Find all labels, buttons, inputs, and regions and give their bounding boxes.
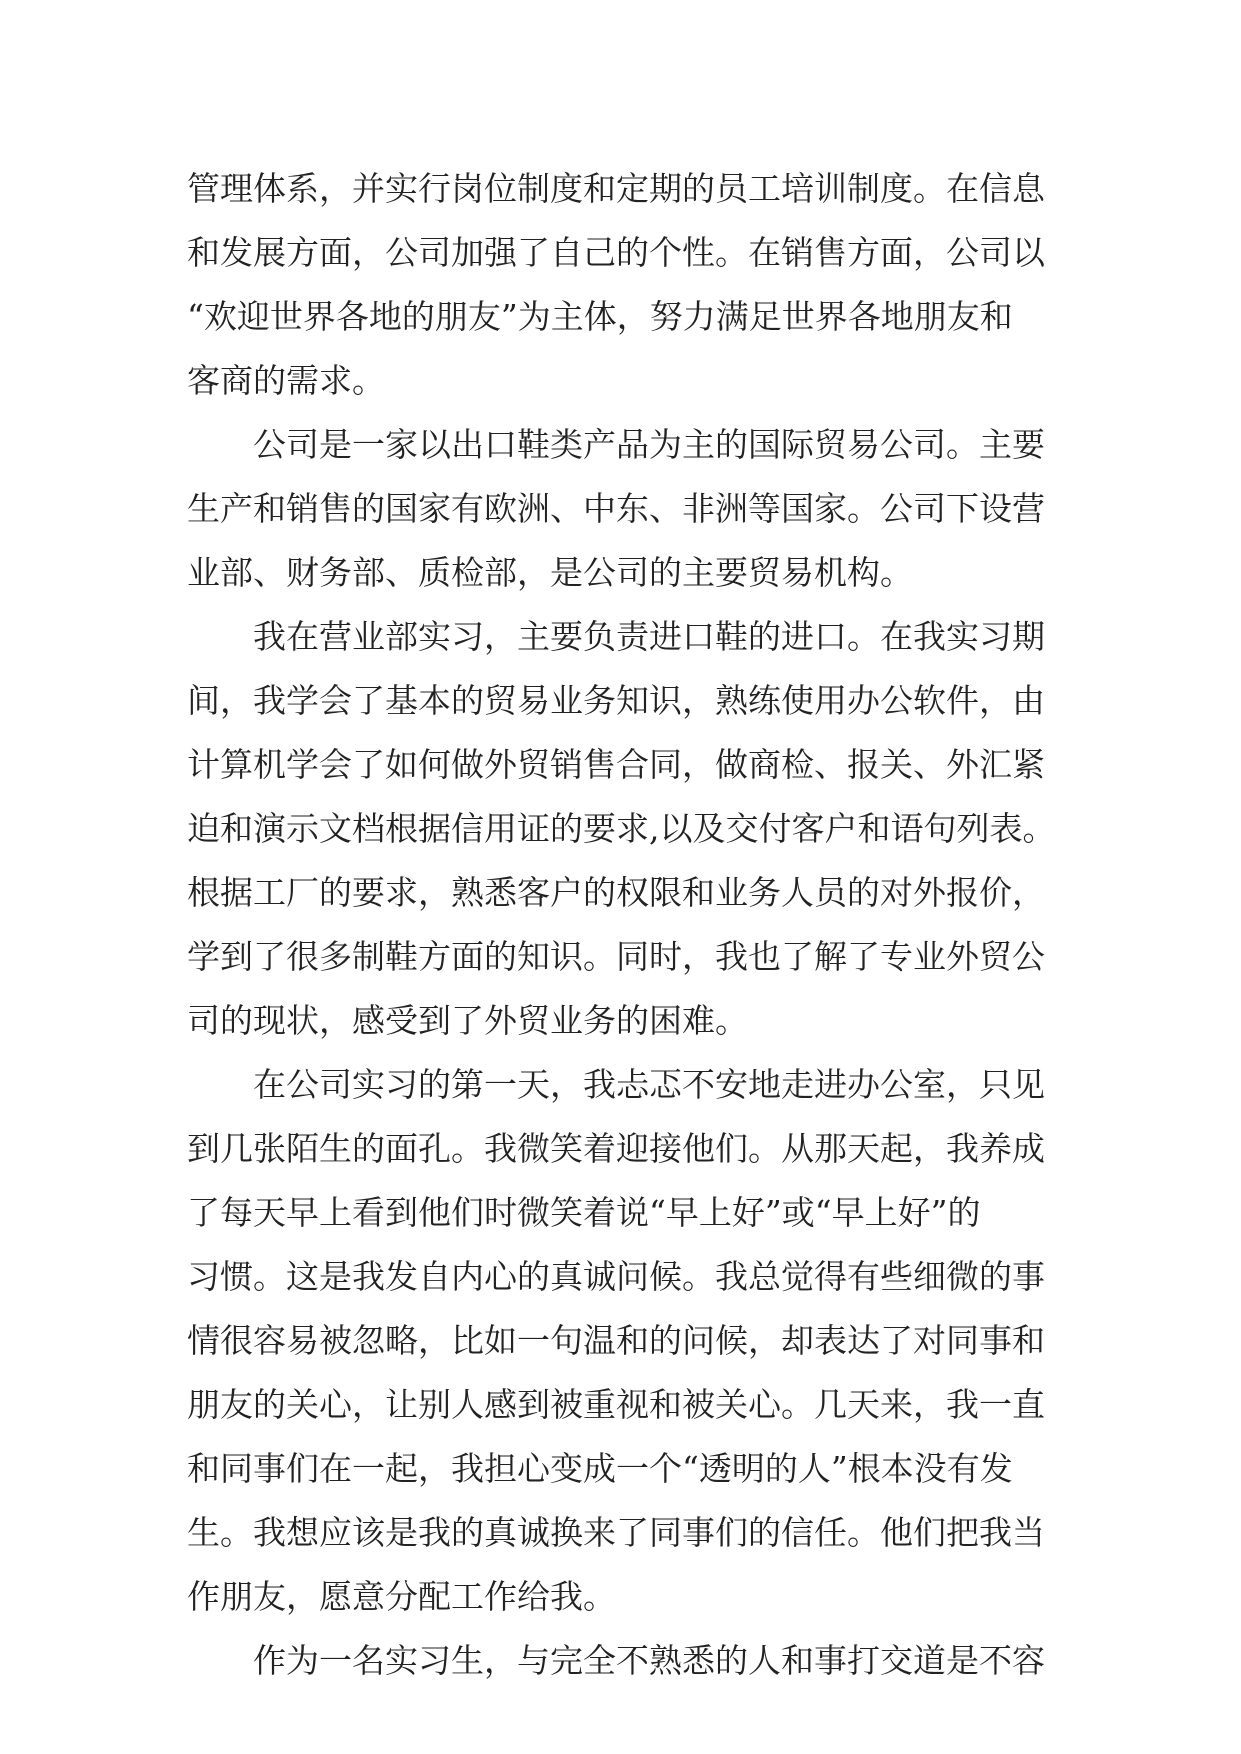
paragraph-4	[187, 1053, 1067, 1629]
text-line: 习惯。这是我发自内心的真诚问候。我总觉得有些细微的事	[187, 1257, 1045, 1296]
text-line: 间，我学会了基本的贸易业务知识，熟练使用办公软件，由	[187, 681, 1045, 720]
text-line: 公司是一家以出口鞋类产品为主的国际贸易公司。主要	[253, 425, 1045, 464]
text-line: 生产和销售的国家有欧洲、中东、非洲等国家。公司下设营	[187, 489, 1045, 528]
paragraph-1	[187, 157, 1067, 413]
text-line: 管理体系，并实行岗位制度和定期的员工培训制度。在信息	[187, 169, 1045, 208]
text-line: 朋友的关心，让别人感到被重视和被关心。几天来，我一直	[187, 1385, 1045, 1424]
paragraph-5	[187, 1629, 1067, 1693]
text-line: 和同事们在一起，我担心变成一个“透明的人”根本没有发	[187, 1449, 1013, 1488]
paragraph-3	[187, 605, 1067, 1053]
text-line: 作朋友，愿意分配工作给我。	[187, 1577, 616, 1616]
text-line: 司的现状，感受到了外贸业务的困难。	[187, 1001, 748, 1040]
text-line: 生。我想应该是我的真诚换来了同事们的信任。他们把我当	[187, 1513, 1045, 1552]
text-line: 计算机学会了如何做外贸销售合同，做商检、报关、外汇紧	[187, 745, 1045, 784]
text-line: 根据工厂的要求，熟悉客户的权限和业务人员的对外报价，	[187, 873, 1045, 912]
text-line: “欢迎世界各地的朋友”为主体，努力满足世界各地朋友和	[187, 297, 1013, 336]
document-body	[187, 157, 1067, 1693]
text-line: 作为一名实习生，与完全不熟悉的人和事打交道是不容	[253, 1641, 1045, 1680]
text-line: 了每天早上看到他们时微笑着说“早上好”或“早上好”的	[187, 1193, 981, 1232]
text-line: 到几张陌生的面孔。我微笑着迎接他们。从那天起，我养成	[187, 1129, 1045, 1168]
text-line: 我在营业部实习，主要负责进口鞋的进口。在我实习期	[253, 617, 1045, 656]
text-line: 客商的需求。	[187, 361, 385, 400]
text-line: 和发展方面，公司加强了自己的个性。在销售方面，公司以	[187, 233, 1045, 272]
text-line: 在公司实习的第一天，我忐忑不安地走进办公室，只见	[253, 1065, 1045, 1104]
text-line: 迫和演示文档根据信用证的要求,以及交付客户和语句列表。	[187, 809, 1056, 848]
paragraph-2	[187, 413, 1067, 605]
text-line: 业部、财务部、质检部，是公司的主要贸易机构。	[187, 553, 913, 592]
text-line: 学到了很多制鞋方面的知识。同时，我也了解了专业外贸公	[187, 937, 1045, 976]
text-line: 情很容易被忽略，比如一句温和的问候，却表达了对同事和	[187, 1321, 1045, 1360]
